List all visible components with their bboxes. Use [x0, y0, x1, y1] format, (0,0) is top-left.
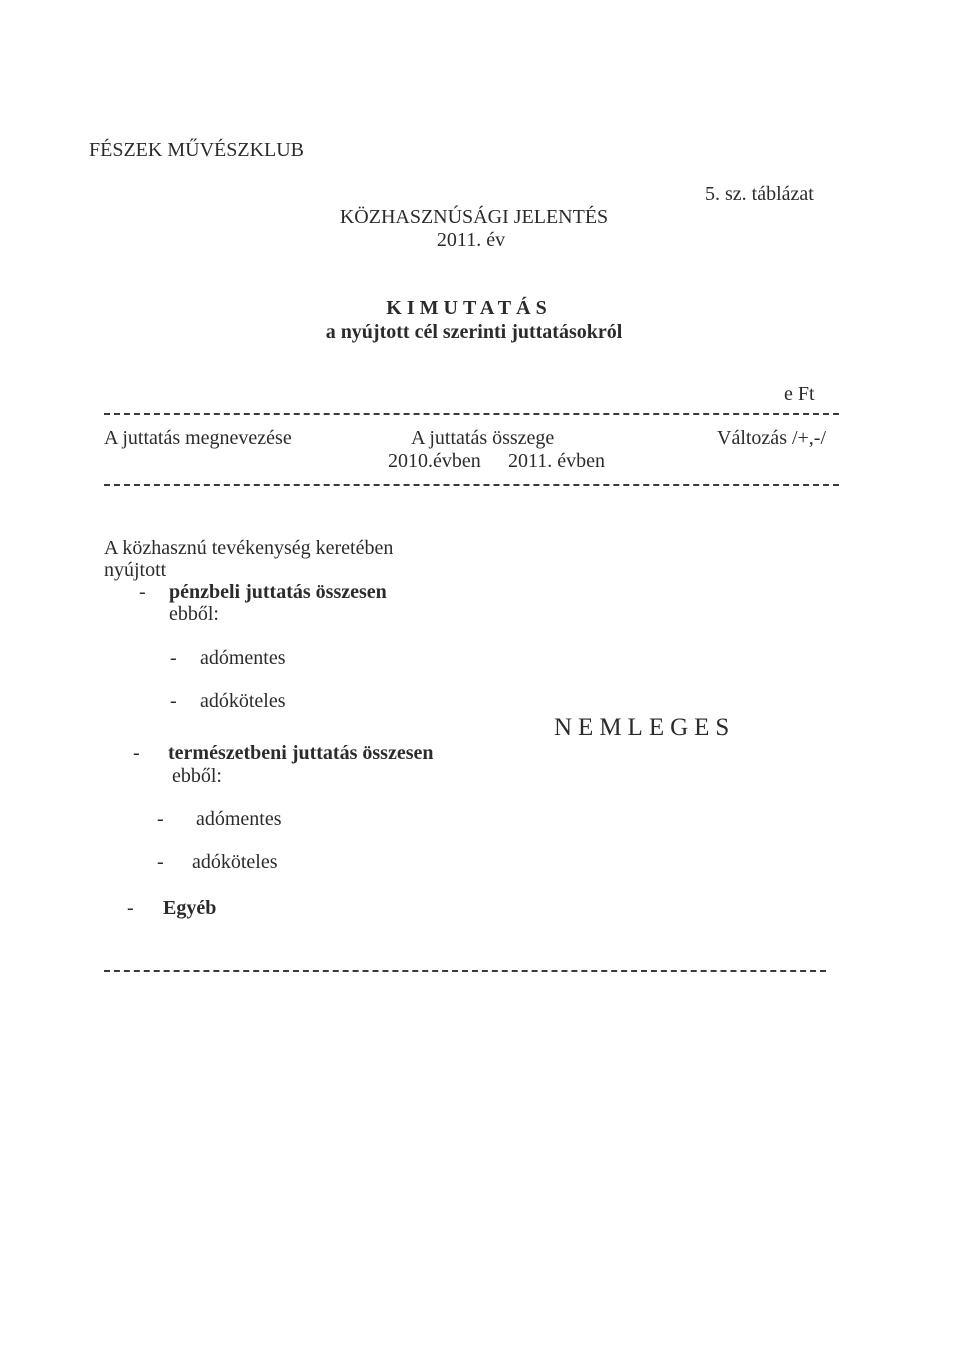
intro-line-2: nyújtott: [104, 559, 167, 581]
other-dash: -: [127, 897, 134, 919]
cash-dash: -: [139, 581, 146, 603]
column-header-amount: A juttatás összege: [411, 427, 555, 449]
cash-taxfree-label: adómentes: [200, 647, 286, 669]
report-title: KÖZHASZNÚSÁGI JELENTÉS: [339, 206, 609, 228]
inkind-taxable-dash: -: [157, 851, 164, 873]
cash-taxable-dash: -: [170, 690, 177, 712]
document-subtitle: a nyújtott cél szerinti juttatásokról: [325, 321, 623, 343]
table-bottom-rule: [104, 970, 826, 972]
column-header-name: A juttatás megnevezése: [104, 427, 292, 449]
inkind-total-label: természetbeni juttatás összesen: [168, 742, 434, 764]
nemleges-note: NEMLEGES: [554, 714, 736, 741]
table-reference: 5. sz. táblázat: [705, 183, 814, 205]
inkind-dash: -: [133, 742, 140, 764]
cash-taxfree-dash: -: [170, 647, 177, 669]
cash-taxable-label: adóköteles: [200, 690, 286, 712]
inkind-taxfree-label: adómentes: [196, 808, 282, 830]
inkind-taxable-label: adóköteles: [192, 851, 278, 873]
report-year: 2011. év: [436, 229, 506, 251]
other-label: Egyéb: [163, 897, 217, 919]
inkind-of-which: ebből:: [172, 765, 222, 787]
unit-label: e Ft: [784, 383, 815, 405]
inkind-taxfree-dash: -: [157, 808, 164, 830]
document-title: KIMUTATÁS: [386, 297, 552, 319]
column-header-2010: 2010.évben: [388, 450, 481, 472]
column-header-2011: 2011. évben: [508, 450, 606, 472]
intro-line-1: A közhasznú tevékenység keretében: [104, 537, 394, 559]
organization-name: FÉSZEK MŰVÉSZKLUB: [89, 139, 305, 161]
cash-total-label: pénzbeli juttatás összesen: [169, 581, 387, 603]
table-top-rule: [104, 413, 839, 415]
cash-of-which: ebből:: [169, 603, 219, 625]
table-header-rule: [104, 484, 839, 486]
column-header-change: Változás /+,-/: [717, 427, 827, 449]
